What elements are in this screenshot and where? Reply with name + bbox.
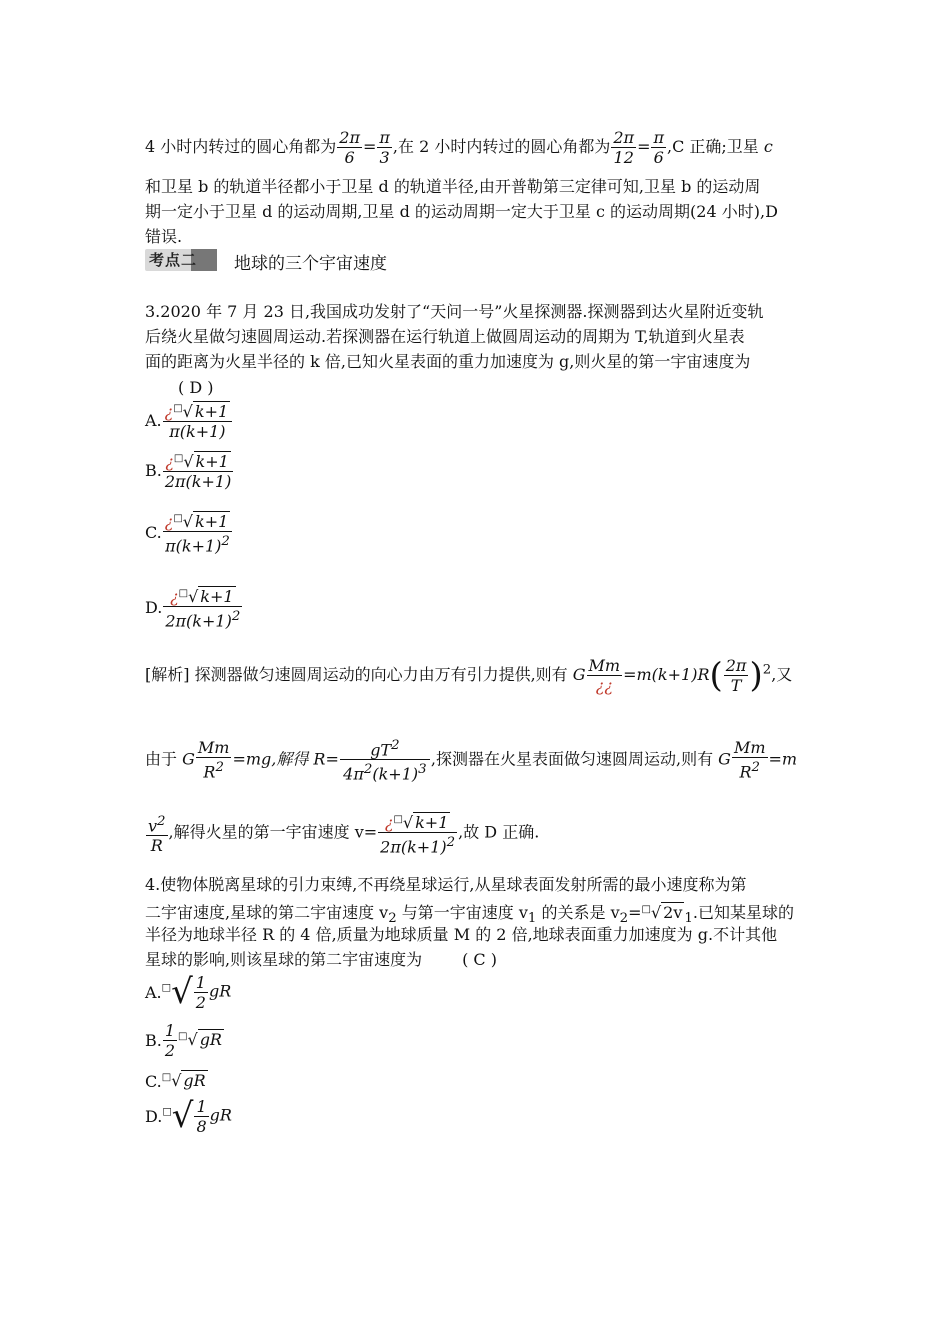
- fraction: [194, 973, 208, 1012]
- denominator: 4π: [343, 764, 364, 784]
- denominator: 3: [379, 148, 390, 167]
- radicand: gR: [199, 1030, 222, 1049]
- q4-option-b: B. $\frac{1}{2}$ □√ gR: [145, 1021, 222, 1060]
- fraction: [732, 738, 768, 781]
- text: 星球的影响,则该星球的第二宇宙速度为: [145, 950, 423, 969]
- denominator: π(k+1): [165, 536, 222, 556]
- q3-option-b: [145, 449, 234, 491]
- fraction: [587, 656, 623, 695]
- var-c: c: [763, 137, 773, 156]
- fraction: [340, 736, 430, 784]
- radicand: k+1: [194, 402, 229, 421]
- q3-line3: 面的距离为火星半径的 k 倍,已知火星表面的重力加速度为 g,则火星的第一宇宙速度为: [145, 352, 751, 371]
- equals: =: [362, 137, 377, 156]
- fraction: [196, 738, 232, 781]
- para1-line4: 错误.: [145, 227, 183, 246]
- numerator: 2π: [613, 128, 635, 147]
- section-badge: [145, 249, 217, 271]
- fraction: $\frac{¿^□√ k+1}{2\pi(k+1)^2}$: [378, 810, 457, 856]
- exponent: 2: [446, 835, 456, 850]
- text: .已知某星球的: [692, 903, 794, 922]
- radicand: 2v: [663, 903, 683, 922]
- radicand: k+1: [195, 512, 229, 531]
- exponent: 2: [363, 762, 373, 778]
- numerator: gT: [370, 740, 392, 760]
- q4-answer: ( C ): [462, 950, 497, 969]
- option-label: D.: [145, 597, 163, 617]
- fraction: [724, 656, 749, 695]
- exponent: 2: [751, 760, 760, 776]
- q3-answer: ( D ): [178, 378, 214, 397]
- q3-option-d: [145, 584, 243, 630]
- denominator: ¿¿: [595, 676, 613, 695]
- glyph: ¿: [165, 452, 174, 471]
- numerator: Mm: [588, 656, 621, 675]
- fraction: [194, 1097, 208, 1136]
- exponent: 3: [418, 762, 427, 778]
- var-G: G: [718, 749, 731, 769]
- q4-line4: [145, 949, 497, 971]
- para1-line2: 和卫星 b 的轨道半径都小于卫星 d 的轨道半径,由开普勒第三定律可知,卫星 b 的运动周: [145, 177, 761, 196]
- q3-option-c: [145, 509, 233, 555]
- text: =: [628, 903, 642, 922]
- para1-line1: [145, 128, 773, 167]
- denominator: 12: [613, 148, 634, 167]
- glyph: ¿: [170, 587, 179, 606]
- denominator: R: [739, 762, 752, 782]
- fraction: [337, 128, 362, 167]
- radicand: k+1: [415, 813, 449, 832]
- radicand: k+1: [200, 587, 234, 606]
- glyph: ¿: [164, 512, 174, 531]
- q3-line2: 后绕火星做匀速圆周运动.若探测器在运行轨道上做圆周运动的周期为 T,轨道到火星表: [145, 327, 745, 346]
- radicand: k+1: [195, 452, 229, 471]
- fraction: $\frac{¿^□√ k+1}{\pi(k+1)^2}$: [163, 509, 233, 555]
- text: ,在 2 小时内转过的圆心角都为: [392, 137, 611, 156]
- text: 与第一宇宙速度 v: [396, 903, 528, 922]
- expr: gR: [209, 1105, 232, 1125]
- solution-line3: [145, 810, 539, 856]
- exponent: 2: [391, 738, 400, 753]
- option-label: B.: [145, 460, 162, 480]
- fraction: $\frac{¿^□√ k+1}{2\pi(k+1)^2}$: [163, 584, 242, 630]
- option-label: D.: [145, 1106, 163, 1126]
- text: 由于: [145, 749, 183, 769]
- expr: gR: [208, 981, 232, 1001]
- text: 二宇宙速度,星球的第二宇宙速度 v: [145, 903, 389, 922]
- denominator-part: (k+1): [372, 764, 419, 784]
- denominator: 8: [196, 1116, 207, 1136]
- fraction: [377, 128, 392, 167]
- numerator: 1: [164, 1021, 176, 1040]
- numerator: π: [379, 128, 390, 147]
- exponent: 2: [221, 534, 230, 549]
- numerator: Mm: [733, 738, 766, 758]
- q4-line2: 二宇宙速度,星球的第二宇宙速度 $v_2$ 与第一宇宙速度 $v_1$ 的关系是 $v_2=^□√$ 2v $_1$.已知某星球的: [145, 903, 794, 927]
- q4-option-a: A.□√ $\frac{1}{2}$ gR: [145, 972, 232, 1012]
- denominator: R: [203, 762, 216, 782]
- text: ,又: [771, 665, 793, 684]
- equals: =: [637, 137, 651, 156]
- fraction: [146, 812, 168, 855]
- denominator: R: [150, 835, 163, 855]
- numerator: 1: [195, 972, 206, 992]
- numerator: 1: [196, 1096, 207, 1116]
- fraction: [163, 1021, 177, 1060]
- fraction: [651, 128, 666, 167]
- denominator: π(k+1): [169, 422, 226, 441]
- q4-line1: 4.使物体脱离星球的引力束缚,不再绕星球运行,从星球表面发射所需的最小速度称为第: [145, 875, 747, 894]
- text: 的关系是 v: [536, 903, 620, 922]
- q4-option-d: D.□√ $\frac{1}{8}$ gR: [145, 1096, 232, 1136]
- text: ,故 D 正确.: [458, 822, 540, 842]
- denominator: 2π(k+1): [165, 611, 232, 631]
- var-G: G: [572, 665, 586, 684]
- q4-option-c: C.□√ gR: [145, 1071, 206, 1091]
- para1-line3: 期一定小于卫星 d 的运动周期,卫星 d 的运动周期一定大于卫星 c 的运动周期(24 小时),D: [145, 202, 778, 221]
- denominator: 6: [344, 148, 355, 167]
- denominator: 6: [653, 148, 664, 167]
- text: 4 小时内转过的圆心角都为: [145, 137, 337, 156]
- exponent: 2: [215, 760, 224, 776]
- fraction: $\frac{¿^□√ k+1}{\pi(k+1)}$: [163, 399, 233, 441]
- var-G: G: [182, 749, 195, 769]
- q4-line3: 半径为地球半径 R 的 4 倍,质量为地球质量 M 的 2 倍,地球表面重力加速度为 g.不计其他: [145, 925, 778, 944]
- badge-label: 考点二: [149, 251, 198, 269]
- exponent: 2: [157, 813, 166, 829]
- text: =m(k+1)R: [623, 665, 710, 684]
- numerator: v: [148, 815, 158, 835]
- glyph: ¿: [164, 402, 174, 421]
- numerator: Mm: [197, 738, 230, 758]
- radicand: gR: [183, 1071, 206, 1090]
- fraction: $\frac{¿^□√ k+1}{2\pi(k+1)}$: [163, 449, 233, 491]
- text: =m: [768, 749, 798, 769]
- q3-option-a: [145, 399, 233, 441]
- text: ,解得火星的第一宇宙速度 v=: [168, 822, 378, 842]
- text: ,C 正确;卫星: [666, 137, 764, 156]
- numerator: π: [653, 128, 664, 147]
- denominator: T: [730, 676, 742, 695]
- fraction: [611, 128, 636, 167]
- glyph: ¿: [384, 813, 394, 832]
- numerator: 2π: [339, 128, 360, 147]
- text: =mg,解得 R=: [232, 749, 339, 769]
- text: ,探测器在火星表面做匀速圆周运动,则有: [430, 749, 719, 769]
- option-label: B.: [145, 1031, 162, 1050]
- exponent: 2: [762, 662, 772, 678]
- option-label: A.: [145, 410, 162, 430]
- q3-line1: 3.2020 年 7 月 23 日,我国成功发射了“天问一号”火星探测器.探测器到达火星附近变轨: [145, 302, 764, 321]
- denominator: 2: [195, 992, 206, 1012]
- denominator: 2: [164, 1041, 176, 1060]
- denominator: 2π(k+1): [164, 472, 232, 491]
- option-label: C.: [145, 1072, 162, 1091]
- exponent: 2: [231, 609, 241, 624]
- denominator: 2π(k+1): [380, 837, 447, 857]
- solution-line1: [解析] 探测器做匀速圆周运动的向心力由万有引力提供,则有 G $\frac{Mm}{¿¿}$ =m(k+1)R( $\frac{2\pi}{T}$ )$^2$,又: [145, 655, 793, 696]
- option-label: A.: [145, 982, 162, 1002]
- option-label: C.: [145, 522, 162, 542]
- solution-line2: [145, 736, 797, 784]
- text: [解析] 探测器做匀速圆周运动的向心力由万有引力提供,则有: [145, 665, 573, 684]
- numerator: 2π: [725, 656, 747, 675]
- section-title: 地球的三个宇宙速度: [234, 254, 387, 274]
